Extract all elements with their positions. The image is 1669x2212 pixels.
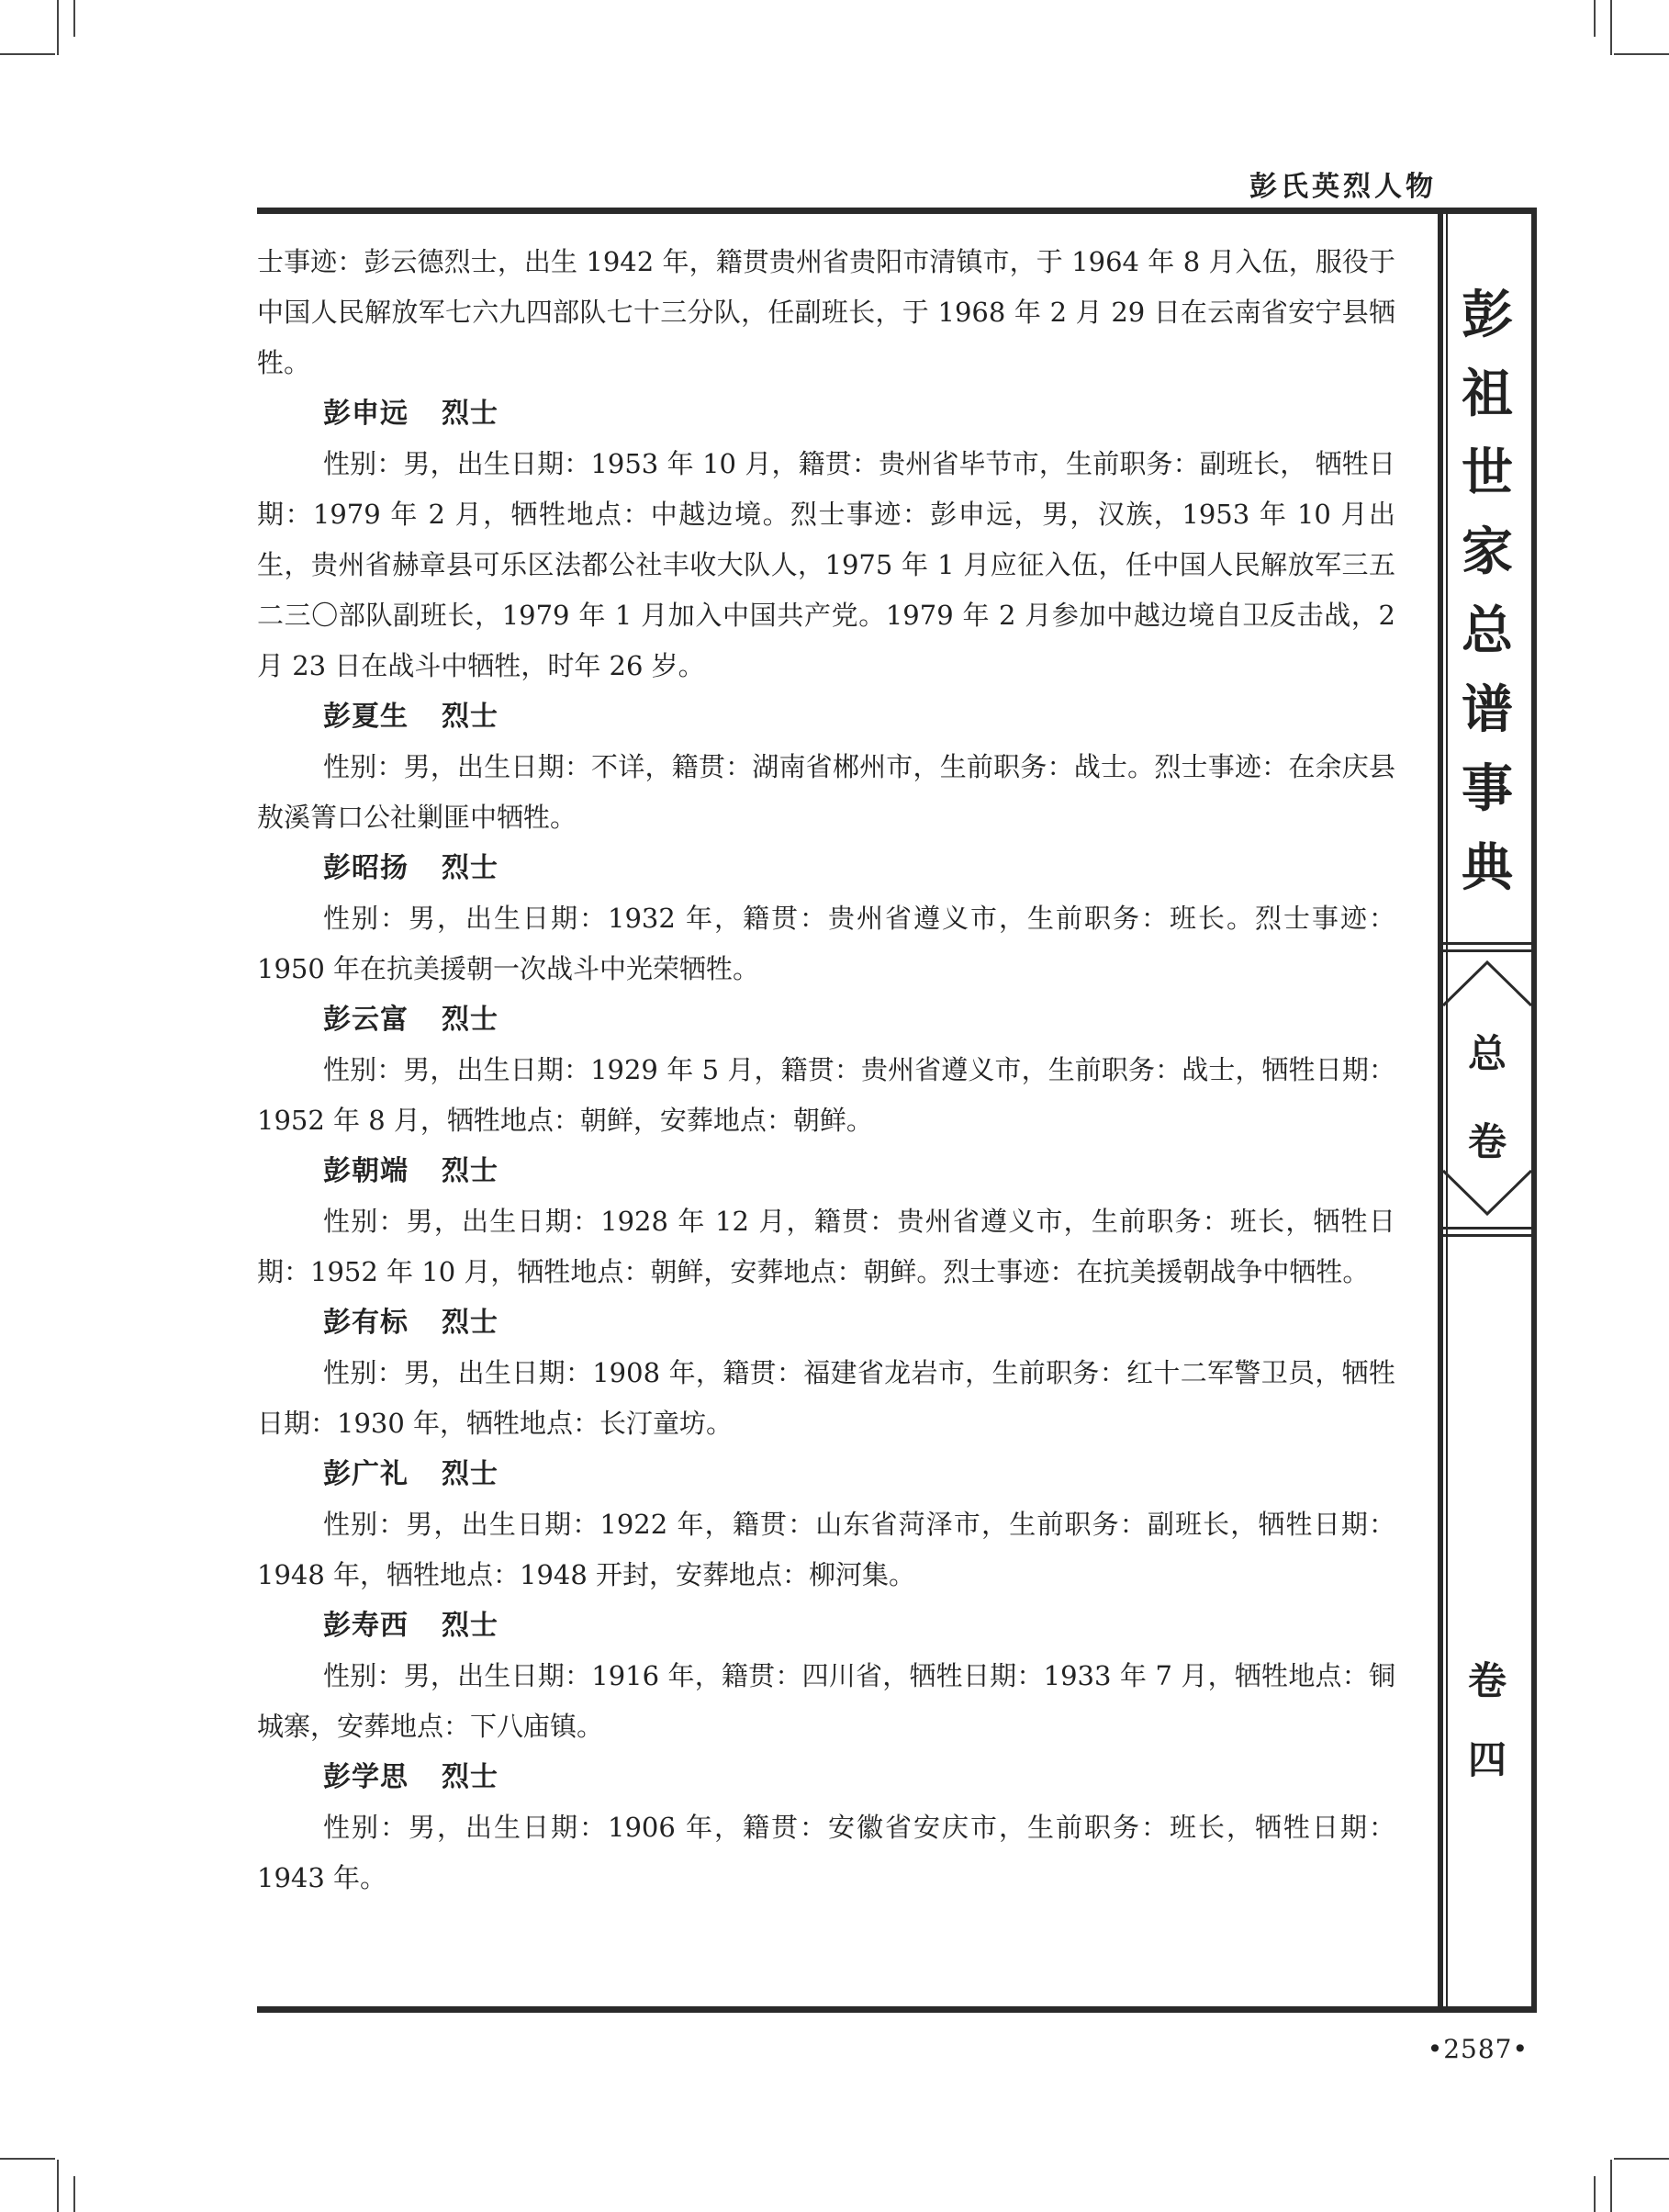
entry-title: 烈士 [442, 1155, 498, 1187]
entry-name: 彭寿西 [323, 1610, 409, 1642]
entry-text: 性别：男，出生日期：1908 年，籍贯：福建省龙岩市，生前职务：红十二军警卫员，牺牲日期：1930 年，牺牲地点：长汀童坊。 [257, 1357, 1395, 1439]
entry [257, 843, 1395, 994]
header-rule [257, 208, 1537, 214]
entry-title: 烈士 [442, 1004, 498, 1036]
entry [257, 1600, 1395, 1752]
entry-name: 彭朝端 [323, 1155, 409, 1187]
entry [257, 1297, 1395, 1449]
entry-name: 彭学思 [323, 1761, 409, 1793]
entry-title: 烈士 [442, 701, 498, 733]
entry-text: 性别：男，出生日期：1928 年 12 月，籍贯：贵州省遵义市，生前职务：班长，牺牲日期：1952 年 10 月，牺牲地点：朝鲜，安葬地点：朝鲜。烈士事迹：在抗美援朝战争中牺牲。 [257, 1206, 1395, 1287]
crop-mark [57, 0, 59, 55]
entry [257, 1449, 1395, 1600]
entry [257, 1752, 1395, 1903]
sidebar-book-title [1443, 275, 1531, 907]
sidebar-volume-label [1443, 1010, 1531, 1186]
volume-number-char: 卷 [1467, 1658, 1507, 1703]
entry [257, 1146, 1395, 1297]
entry-heading [257, 1297, 1395, 1348]
footer-rule [257, 2006, 1537, 2013]
entry-heading [257, 691, 1395, 742]
sidebar-volume-number [1443, 1642, 1531, 1800]
entry-name: 彭云富 [323, 1004, 409, 1036]
crop-mark [57, 2160, 59, 2212]
entry-title: 烈士 [442, 1307, 498, 1339]
entry-text: 性别：男，出生日期：1906 年，籍贯：安徽省安庆市，生前职务：班长，牺牲日期：1943 年。 [257, 1812, 1395, 1893]
book-title-char: 彭 [1462, 285, 1513, 345]
entry [257, 994, 1395, 1146]
entry-title: 烈士 [442, 1458, 498, 1490]
volume-char: 总 [1467, 1031, 1507, 1076]
volume-number-char: 四 [1467, 1737, 1507, 1782]
crop-mark [0, 2158, 55, 2160]
entry-title: 烈士 [442, 852, 498, 884]
running-head: 彭氏英烈人物 [1249, 171, 1437, 203]
page-number: •2587• [1427, 2034, 1529, 2064]
sidebar-separator [1443, 942, 1531, 945]
entry-name: 彭申远 [323, 398, 409, 430]
entry-heading [257, 1752, 1395, 1802]
crop-mark [1610, 2160, 1612, 2212]
book-title-char: 家 [1462, 522, 1513, 582]
crop-mark [1614, 53, 1669, 55]
entry-text: 性别：男，出生日期：1953 年 10 月，籍贯：贵州省毕节市，生前职务：副班长， 牺牲日期：1979 年 2 月，牺牲地点：中越边境。烈士事迹：彭申远，男，汉族，1953 年 10 月出生，贵州省赫章县可乐区法都公社丰收大队人，1975 年 1 月应征入伍，任中国人民解放军三五二三〇部队副班长，1979 年 1 月加入中国共产党。1979 年 2 月参加中越边境自卫反击战，2 月 23 日在战斗中牺牲，时年 26 岁。 [257, 448, 1395, 681]
book-title-char: 谱 [1462, 679, 1513, 740]
entry-name: 彭有标 [323, 1307, 409, 1339]
entry-text: 性别：男，出生日期：不详，籍贯：湖南省郴州市，生前职务：战士。烈士事迹：在余庆县敖溪箐口公社剿匪中牺牲。 [257, 751, 1395, 833]
entry-heading [257, 1600, 1395, 1651]
book-title-char: 总 [1462, 601, 1513, 661]
entry [257, 388, 1395, 691]
book-title-char: 事 [1462, 758, 1513, 819]
entry-text: 性别：男，出生日期：1929 年 5 月，籍贯：贵州省遵义市，生前职务：战士，牺牲日期：1952 年 8 月，牺牲地点：朝鲜，安葬地点：朝鲜。 [257, 1054, 1395, 1136]
entry-title: 烈士 [442, 1761, 498, 1793]
sidebar-separator [1443, 949, 1531, 952]
main-text [257, 237, 1395, 1903]
entry-name: 彭昭扬 [323, 852, 409, 884]
entry-text: 性别：男，出生日期：1916 年，籍贯：四川省，牺牲日期：1933 年 7 月，牺牲地点：铜城寨，安葬地点：下八庙镇。 [257, 1660, 1395, 1742]
entry-heading [257, 994, 1395, 1045]
sidebar-separator [1443, 1227, 1531, 1230]
crop-mark [1614, 2158, 1669, 2160]
entry-title: 烈士 [442, 398, 498, 430]
crop-mark [1594, 0, 1596, 37]
book-title-char: 世 [1462, 443, 1513, 503]
sidebar-separator [1443, 1234, 1531, 1237]
intro-paragraph: 士事迹：彭云德烈士，出生 1942 年，籍贯贵州省贵阳市清镇市，于 1964 年 8 月入伍，服役于中国人民解放军七六九四部队七十三分队，任副班长，于 1968 年 2 月 29 日在云南省安宁县牺牲。 [257, 246, 1395, 378]
entry [257, 691, 1395, 843]
crop-mark [0, 53, 55, 55]
entry-heading [257, 1146, 1395, 1196]
volume-char: 卷 [1467, 1119, 1507, 1164]
entry-title: 烈士 [442, 1610, 498, 1642]
entry-heading [257, 843, 1395, 893]
entry-text: 性别：男，出生日期：1922 年，籍贯：山东省菏泽市，生前职务：副班长，牺牲日期：1948 年，牺牲地点：1948 开封，安葬地点：柳河集。 [257, 1509, 1395, 1590]
crop-mark [1594, 2176, 1596, 2212]
entry-name: 彭广礼 [323, 1458, 409, 1490]
entry-text: 性别：男，出生日期：1932 年，籍贯：贵州省遵义市，生前职务：班长。烈士事迹：1950 年在抗美援朝一次战斗中光荣牺牲。 [257, 903, 1395, 984]
book-title-char: 典 [1462, 837, 1513, 898]
entry-heading [257, 1449, 1395, 1499]
entry-heading [257, 388, 1395, 439]
sidebar-border-right [1531, 208, 1537, 2013]
crop-mark [1610, 0, 1612, 55]
book-title-char: 祖 [1462, 364, 1513, 424]
crop-mark [73, 0, 75, 37]
entry-name: 彭夏生 [323, 701, 409, 733]
crop-mark [73, 2176, 75, 2212]
